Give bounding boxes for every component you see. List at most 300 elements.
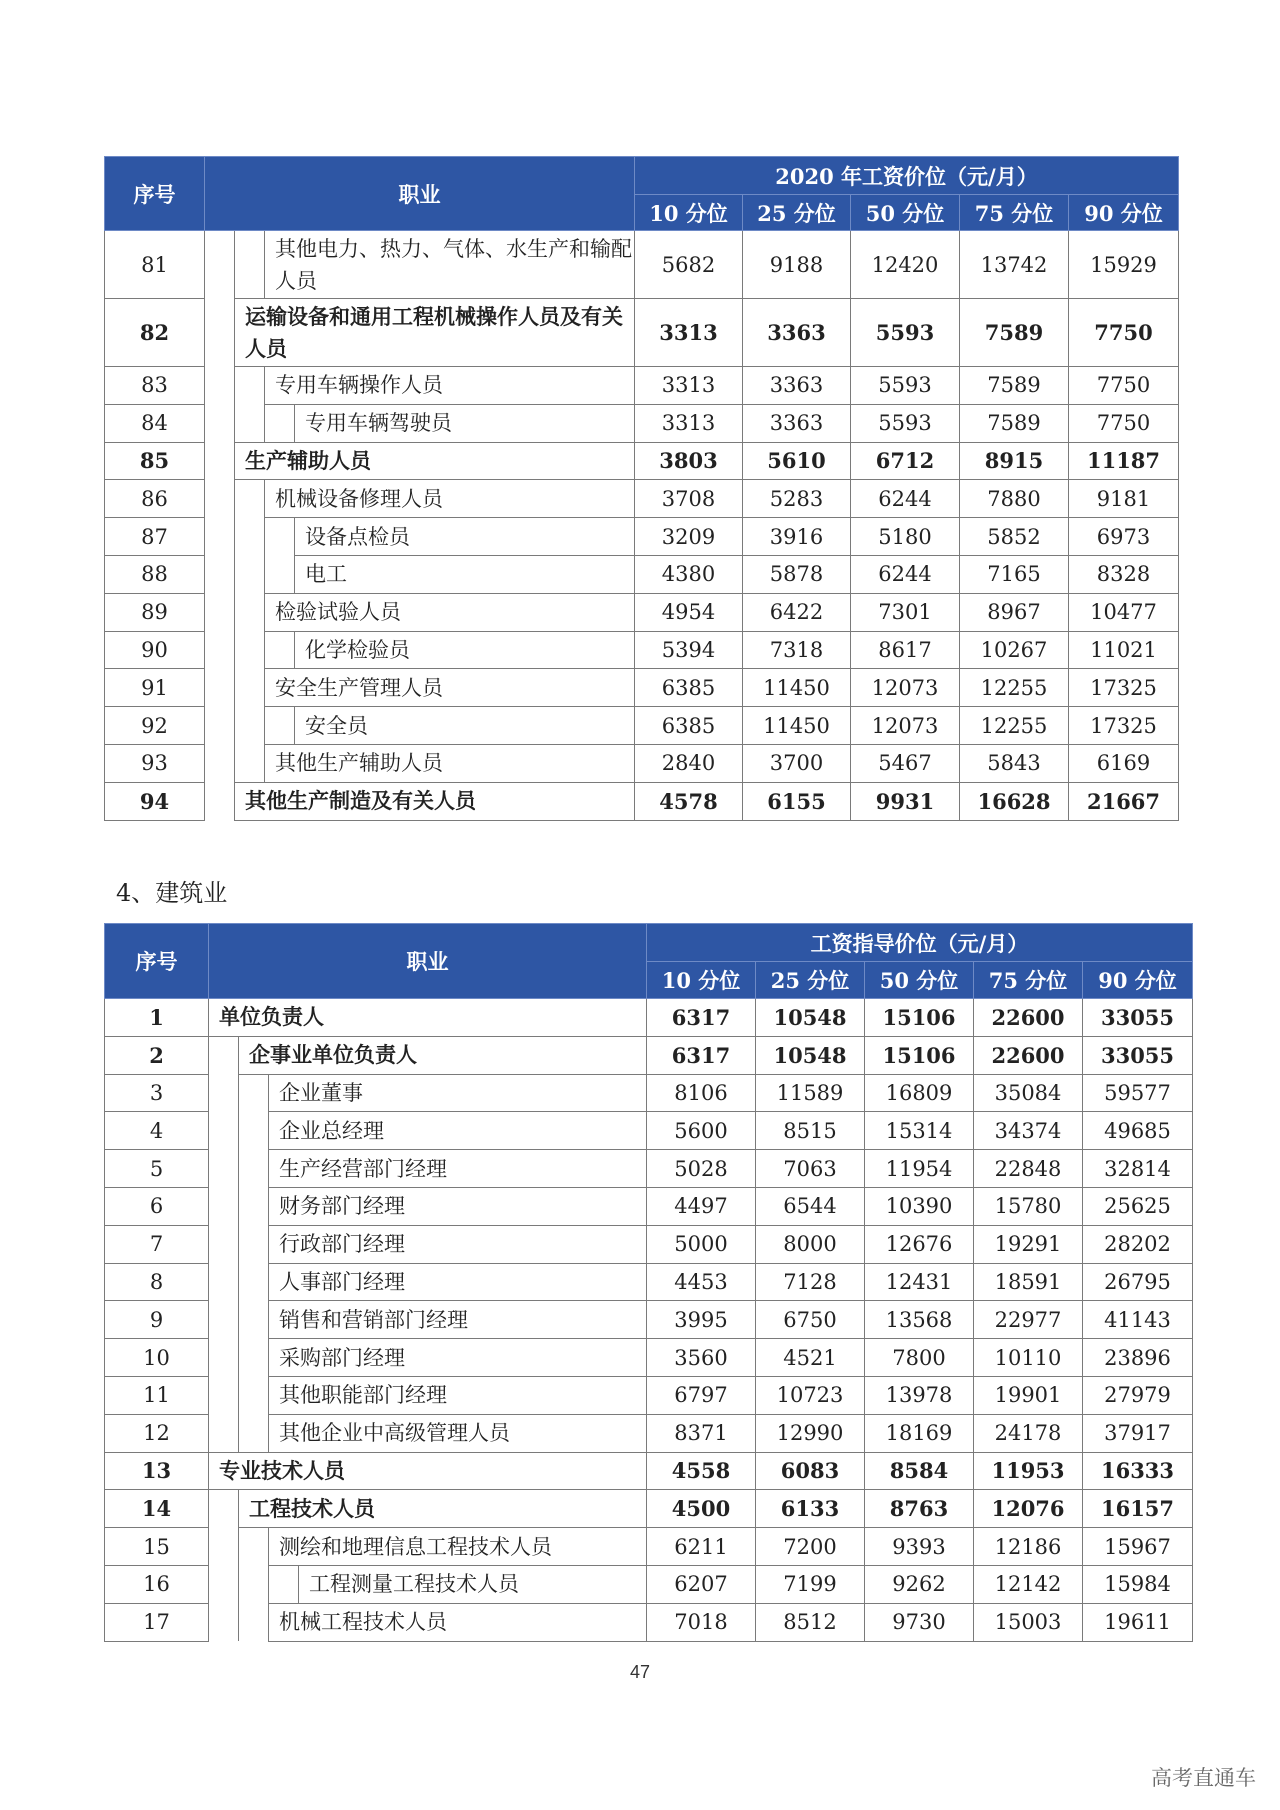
- indent-cell: [265, 707, 295, 745]
- p25-value: 3363: [743, 367, 851, 405]
- indent-cell: [205, 631, 235, 669]
- table-row: [105, 593, 1179, 631]
- p10-value: 4500: [647, 1490, 756, 1528]
- p10-value: 5682: [635, 231, 743, 299]
- header-seq: 序号: [105, 924, 209, 999]
- header-seq: 序号: [105, 157, 205, 231]
- row-seq: 13: [105, 1452, 209, 1490]
- p25-value: 12990: [756, 1414, 865, 1452]
- table-row: [105, 669, 1179, 707]
- table-row: [105, 1603, 1193, 1641]
- p50-value: 5593: [851, 367, 960, 405]
- p50-value: 16809: [865, 1074, 974, 1112]
- p75-value: 16628: [960, 782, 1069, 820]
- row-seq: 1: [105, 999, 209, 1037]
- p75-value: 8915: [960, 442, 1069, 480]
- occupation-name: 机械工程技术人员: [269, 1603, 647, 1641]
- indent-cell: [205, 367, 235, 405]
- p10-value: 3708: [635, 480, 743, 518]
- indent-cell: [205, 442, 235, 480]
- occupation-name: 工程测量工程技术人员: [299, 1565, 647, 1603]
- p50-value: 18169: [865, 1414, 974, 1452]
- indent-cell: [209, 1414, 239, 1452]
- p75-value: 22600: [974, 999, 1083, 1037]
- row-seq: 15: [105, 1528, 209, 1566]
- table-row: [105, 299, 1179, 367]
- indent-cell: [235, 707, 265, 745]
- p25-value: 4521: [756, 1339, 865, 1377]
- p10-value: 5600: [647, 1112, 756, 1150]
- row-seq: 17: [105, 1603, 209, 1641]
- p50-value: 15106: [865, 1036, 974, 1074]
- p50-value: 13978: [865, 1376, 974, 1414]
- p90-value: 16157: [1083, 1490, 1193, 1528]
- p25-value: 6133: [756, 1490, 865, 1528]
- indent-cell: [239, 1301, 269, 1339]
- table-row: [105, 404, 1179, 442]
- table-row: [105, 1452, 1193, 1490]
- indent-cell: [239, 1603, 269, 1641]
- indent-cell: [209, 1603, 239, 1641]
- row-seq: 8: [105, 1263, 209, 1301]
- p10-value: 7018: [647, 1603, 756, 1641]
- p50-value: 5467: [851, 744, 960, 782]
- table-row: [105, 707, 1179, 745]
- p50-value: 6244: [851, 555, 960, 593]
- p90-value: 19611: [1083, 1603, 1193, 1641]
- indent-cell: [209, 1150, 239, 1188]
- p50-value: 11954: [865, 1150, 974, 1188]
- p10-value: 3209: [635, 518, 743, 556]
- p25-value: 7200: [756, 1528, 865, 1566]
- indent-cell: [239, 1225, 269, 1263]
- row-seq: 88: [105, 555, 205, 593]
- header-wage-group: 工资指导价位（元/月）: [647, 924, 1193, 962]
- indent-cell: [209, 1074, 239, 1112]
- indent-cell: [209, 1376, 239, 1414]
- row-seq: 81: [105, 231, 205, 299]
- table-row: [105, 1112, 1193, 1150]
- occupation-name: 财务部门经理: [269, 1187, 647, 1225]
- p75-value: 7589: [960, 299, 1069, 367]
- p10-value: 3313: [635, 367, 743, 405]
- p50-value: 7301: [851, 593, 960, 631]
- p75-value: 5843: [960, 744, 1069, 782]
- p25-value: 10548: [756, 999, 865, 1037]
- table-body: [105, 231, 1179, 821]
- indent-cell: [235, 480, 265, 518]
- occupation-name: 机械设备修理人员: [265, 480, 635, 518]
- p10-value: 2840: [635, 744, 743, 782]
- indent-cell: [209, 1490, 239, 1528]
- p25-value: 5283: [743, 480, 851, 518]
- p50-value: 9262: [865, 1565, 974, 1603]
- table-row: [105, 999, 1193, 1037]
- p10-value: 4380: [635, 555, 743, 593]
- occupation-name: 行政部门经理: [269, 1225, 647, 1263]
- p25-value: 8000: [756, 1225, 865, 1263]
- indent-cell: [265, 631, 295, 669]
- p75-value: 19291: [974, 1225, 1083, 1263]
- indent-cell: [235, 593, 265, 631]
- row-seq: 16: [105, 1565, 209, 1603]
- p10-value: 5394: [635, 631, 743, 669]
- header-p75: 75 分位: [974, 962, 1083, 999]
- indent-cell: [205, 707, 235, 745]
- row-seq: 91: [105, 669, 205, 707]
- indent-cell: [239, 1112, 269, 1150]
- p75-value: 22848: [974, 1150, 1083, 1188]
- p25-value: 11589: [756, 1074, 865, 1112]
- p25-value: 11450: [743, 707, 851, 745]
- p50-value: 8763: [865, 1490, 974, 1528]
- row-seq: 4: [105, 1112, 209, 1150]
- p90-value: 25625: [1083, 1187, 1193, 1225]
- page-number: 47: [629, 1662, 651, 1682]
- section-title: 4、建筑业: [116, 879, 228, 907]
- occupation-name: 生产经营部门经理: [269, 1150, 647, 1188]
- p50-value: 9931: [851, 782, 960, 820]
- p10-value: 8371: [647, 1414, 756, 1452]
- p90-value: 6973: [1069, 518, 1179, 556]
- row-seq: 14: [105, 1490, 209, 1528]
- p90-value: 59577: [1083, 1074, 1193, 1112]
- row-seq: 3: [105, 1074, 209, 1112]
- table-row: [105, 555, 1179, 593]
- p90-value: 11187: [1069, 442, 1179, 480]
- p25-value: 7128: [756, 1263, 865, 1301]
- row-seq: 90: [105, 631, 205, 669]
- occupation-name: 工程技术人员: [239, 1490, 647, 1528]
- occupation-name: 专业技术人员: [209, 1452, 647, 1490]
- p50-value: 13568: [865, 1301, 974, 1339]
- p90-value: 33055: [1083, 999, 1193, 1037]
- p50-value: 9393: [865, 1528, 974, 1566]
- indent-cell: [205, 518, 235, 556]
- p90-value: 7750: [1069, 367, 1179, 405]
- p90-value: 16333: [1083, 1452, 1193, 1490]
- p10-value: 6317: [647, 1036, 756, 1074]
- row-seq: 92: [105, 707, 205, 745]
- header-p75: 75 分位: [960, 195, 1069, 231]
- p10-value: 6317: [647, 999, 756, 1037]
- p75-value: 7880: [960, 480, 1069, 518]
- header-p10: 10 分位: [647, 962, 756, 999]
- p75-value: 34374: [974, 1112, 1083, 1150]
- p75-value: 12076: [974, 1490, 1083, 1528]
- watermark: 高考直通车: [1151, 1766, 1256, 1790]
- row-seq: 12: [105, 1414, 209, 1452]
- p90-value: 7750: [1069, 299, 1179, 367]
- p90-value: 33055: [1083, 1036, 1193, 1074]
- p90-value: 9181: [1069, 480, 1179, 518]
- indent-cell: [235, 518, 265, 556]
- indent-cell: [239, 1074, 269, 1112]
- p10-value: 3313: [635, 404, 743, 442]
- header-p50: 50 分位: [851, 195, 960, 231]
- p10-value: 4578: [635, 782, 743, 820]
- occupation-name: 设备点检员: [295, 518, 635, 556]
- table-row: [105, 1074, 1193, 1112]
- table-row: [105, 782, 1179, 820]
- table-body: [105, 999, 1193, 1642]
- occupation-name: 检验试验人员: [265, 593, 635, 631]
- p50-value: 8617: [851, 631, 960, 669]
- p90-value: 11021: [1069, 631, 1179, 669]
- p25-value: 3700: [743, 744, 851, 782]
- table-row: [105, 1490, 1193, 1528]
- p75-value: 24178: [974, 1414, 1083, 1452]
- row-seq: 94: [105, 782, 205, 820]
- occupation-name: 其他生产制造及有关人员: [235, 782, 635, 820]
- occupation-name: 专用车辆操作人员: [265, 367, 635, 405]
- occupation-name: 其他企业中高级管理人员: [269, 1414, 647, 1452]
- row-seq: 86: [105, 480, 205, 518]
- p50-value: 10390: [865, 1187, 974, 1225]
- table-row: [105, 1225, 1193, 1263]
- p25-value: 3363: [743, 404, 851, 442]
- table-row: [105, 1376, 1193, 1414]
- p50-value: 5180: [851, 518, 960, 556]
- p90-value: 27979: [1083, 1376, 1193, 1414]
- p75-value: 10110: [974, 1339, 1083, 1377]
- p25-value: 5610: [743, 442, 851, 480]
- p75-value: 19901: [974, 1376, 1083, 1414]
- p90-value: 17325: [1069, 669, 1179, 707]
- p75-value: 5852: [960, 518, 1069, 556]
- p75-value: 15780: [974, 1187, 1083, 1225]
- occupation-name: 企业总经理: [269, 1112, 647, 1150]
- p75-value: 35084: [974, 1074, 1083, 1112]
- indent-cell: [205, 480, 235, 518]
- p10-value: 6211: [647, 1528, 756, 1566]
- table-row: [105, 480, 1179, 518]
- p90-value: 10477: [1069, 593, 1179, 631]
- row-seq: 11: [105, 1376, 209, 1414]
- table-row: [105, 1150, 1193, 1188]
- occupation-name: 企事业单位负责人: [239, 1036, 647, 1074]
- table-row: [105, 367, 1179, 405]
- p75-value: 22600: [974, 1036, 1083, 1074]
- indent-cell: [265, 518, 295, 556]
- header-p25: 25 分位: [743, 195, 851, 231]
- p25-value: 6083: [756, 1452, 865, 1490]
- p90-value: 15984: [1083, 1565, 1193, 1603]
- p75-value: 7589: [960, 404, 1069, 442]
- p25-value: 11450: [743, 669, 851, 707]
- indent-cell: [205, 593, 235, 631]
- row-seq: 9: [105, 1301, 209, 1339]
- p90-value: 21667: [1069, 782, 1179, 820]
- occupation-name: 测绘和地理信息工程技术人员: [269, 1528, 647, 1566]
- p50-value: 9730: [865, 1603, 974, 1641]
- indent-cell: [239, 1339, 269, 1377]
- indent-cell: [205, 669, 235, 707]
- table-row: [105, 631, 1179, 669]
- indent-cell: [205, 782, 235, 820]
- occupation-name: 人事部门经理: [269, 1263, 647, 1301]
- p10-value: 3803: [635, 442, 743, 480]
- p10-value: 5028: [647, 1150, 756, 1188]
- header-p90: 90 分位: [1083, 962, 1193, 999]
- p90-value: 7750: [1069, 404, 1179, 442]
- p50-value: 12073: [851, 707, 960, 745]
- p75-value: 7589: [960, 367, 1069, 405]
- p25-value: 10723: [756, 1376, 865, 1414]
- p50-value: 6712: [851, 442, 960, 480]
- occupation-name: 其他电力、热力、气体、水生产和输配人员: [265, 231, 635, 299]
- p75-value: 13742: [960, 231, 1069, 299]
- p25-value: 7199: [756, 1565, 865, 1603]
- p75-value: 8967: [960, 593, 1069, 631]
- table-row: [105, 1528, 1193, 1566]
- p25-value: 6422: [743, 593, 851, 631]
- p50-value: 12431: [865, 1263, 974, 1301]
- indent-cell: [205, 404, 235, 442]
- row-seq: 85: [105, 442, 205, 480]
- indent-cell: [235, 555, 265, 593]
- p25-value: 6544: [756, 1187, 865, 1225]
- row-seq: 10: [105, 1339, 209, 1377]
- table-row: [105, 231, 1179, 299]
- p10-value: 8106: [647, 1074, 756, 1112]
- indent-cell: [239, 1565, 269, 1603]
- indent-cell: [239, 1150, 269, 1188]
- indent-cell: [205, 299, 235, 367]
- indent-cell: [209, 1112, 239, 1150]
- table-row: [105, 1565, 1193, 1603]
- indent-cell: [239, 1376, 269, 1414]
- occupation-name: 生产辅助人员: [235, 442, 635, 480]
- p25-value: 6750: [756, 1301, 865, 1339]
- p75-value: 15003: [974, 1603, 1083, 1641]
- indent-cell: [235, 367, 265, 405]
- p90-value: 17325: [1069, 707, 1179, 745]
- p25-value: 3916: [743, 518, 851, 556]
- occupation-name: 企业董事: [269, 1074, 647, 1112]
- indent-cell: [235, 631, 265, 669]
- p10-value: 6797: [647, 1376, 756, 1414]
- p10-value: 3995: [647, 1301, 756, 1339]
- p10-value: 6385: [635, 707, 743, 745]
- indent-cell: [239, 1414, 269, 1452]
- indent-cell: [209, 1301, 239, 1339]
- p25-value: 8512: [756, 1603, 865, 1641]
- occupation-name: 其他生产辅助人员: [265, 744, 635, 782]
- occupation-name: 其他职能部门经理: [269, 1376, 647, 1414]
- p50-value: 6244: [851, 480, 960, 518]
- indent-cell: [209, 1187, 239, 1225]
- indent-cell: [205, 555, 235, 593]
- row-seq: 2: [105, 1036, 209, 1074]
- row-seq: 6: [105, 1187, 209, 1225]
- p25-value: 5878: [743, 555, 851, 593]
- indent-cell: [239, 1263, 269, 1301]
- p10-value: 4558: [647, 1452, 756, 1490]
- header-occupation: 职业: [205, 157, 635, 231]
- p25-value: 10548: [756, 1036, 865, 1074]
- p50-value: 15106: [865, 999, 974, 1037]
- p75-value: 12255: [960, 707, 1069, 745]
- indent-cell: [265, 555, 295, 593]
- p25-value: 8515: [756, 1112, 865, 1150]
- indent-cell: [235, 231, 265, 299]
- p75-value: 22977: [974, 1301, 1083, 1339]
- p50-value: 5593: [851, 404, 960, 442]
- p90-value: 15967: [1083, 1528, 1193, 1566]
- p90-value: 6169: [1069, 744, 1179, 782]
- indent-cell: [235, 404, 265, 442]
- p10-value: 4954: [635, 593, 743, 631]
- row-seq: 89: [105, 593, 205, 631]
- p50-value: 5593: [851, 299, 960, 367]
- indent-cell: [205, 231, 235, 299]
- header-p50: 50 分位: [865, 962, 974, 999]
- occupation-name: 销售和营销部门经理: [269, 1301, 647, 1339]
- table-row: [105, 442, 1179, 480]
- p25-value: 3363: [743, 299, 851, 367]
- occupation-name: 电工: [295, 555, 635, 593]
- p90-value: 26795: [1083, 1263, 1193, 1301]
- p10-value: 5000: [647, 1225, 756, 1263]
- indent-cell: [209, 1225, 239, 1263]
- header-p10: 10 分位: [635, 195, 743, 231]
- row-seq: 83: [105, 367, 205, 405]
- indent-cell: [209, 1528, 239, 1566]
- table-row: [105, 1339, 1193, 1377]
- p50-value: 8584: [865, 1452, 974, 1490]
- table-row: [105, 1263, 1193, 1301]
- p10-value: 6385: [635, 669, 743, 707]
- header-occupation: 职业: [209, 924, 647, 999]
- p90-value: 37917: [1083, 1414, 1193, 1452]
- p90-value: 32814: [1083, 1150, 1193, 1188]
- row-seq: 7: [105, 1225, 209, 1263]
- p25-value: 6155: [743, 782, 851, 820]
- p90-value: 41143: [1083, 1301, 1193, 1339]
- occupation-name: 化学检验员: [295, 631, 635, 669]
- occupation-name: 安全员: [295, 707, 635, 745]
- wage-table-construction: [104, 923, 1193, 1642]
- p50-value: 15314: [865, 1112, 974, 1150]
- p25-value: 7063: [756, 1150, 865, 1188]
- table-row: [105, 1036, 1193, 1074]
- table-row: [105, 744, 1179, 782]
- header-p90: 90 分位: [1069, 195, 1179, 231]
- header-p25: 25 分位: [756, 962, 865, 999]
- table-row: [105, 1187, 1193, 1225]
- indent-cell: [265, 404, 295, 442]
- wage-table-manufacturing: [104, 156, 1179, 821]
- p25-value: 7318: [743, 631, 851, 669]
- p50-value: 12420: [851, 231, 960, 299]
- p90-value: 15929: [1069, 231, 1179, 299]
- p10-value: 3313: [635, 299, 743, 367]
- p75-value: 10267: [960, 631, 1069, 669]
- table-row: [105, 518, 1179, 556]
- p90-value: 23896: [1083, 1339, 1193, 1377]
- indent-cell: [239, 1187, 269, 1225]
- occupation-name: 运输设备和通用工程机械操作人员及有关人员: [235, 299, 635, 367]
- row-seq: 84: [105, 404, 205, 442]
- p75-value: 12255: [960, 669, 1069, 707]
- indent-cell: [235, 669, 265, 707]
- occupation-name: 安全生产管理人员: [265, 669, 635, 707]
- p75-value: 18591: [974, 1263, 1083, 1301]
- p10-value: 3560: [647, 1339, 756, 1377]
- p90-value: 8328: [1069, 555, 1179, 593]
- occupation-name: 专用车辆驾驶员: [295, 404, 635, 442]
